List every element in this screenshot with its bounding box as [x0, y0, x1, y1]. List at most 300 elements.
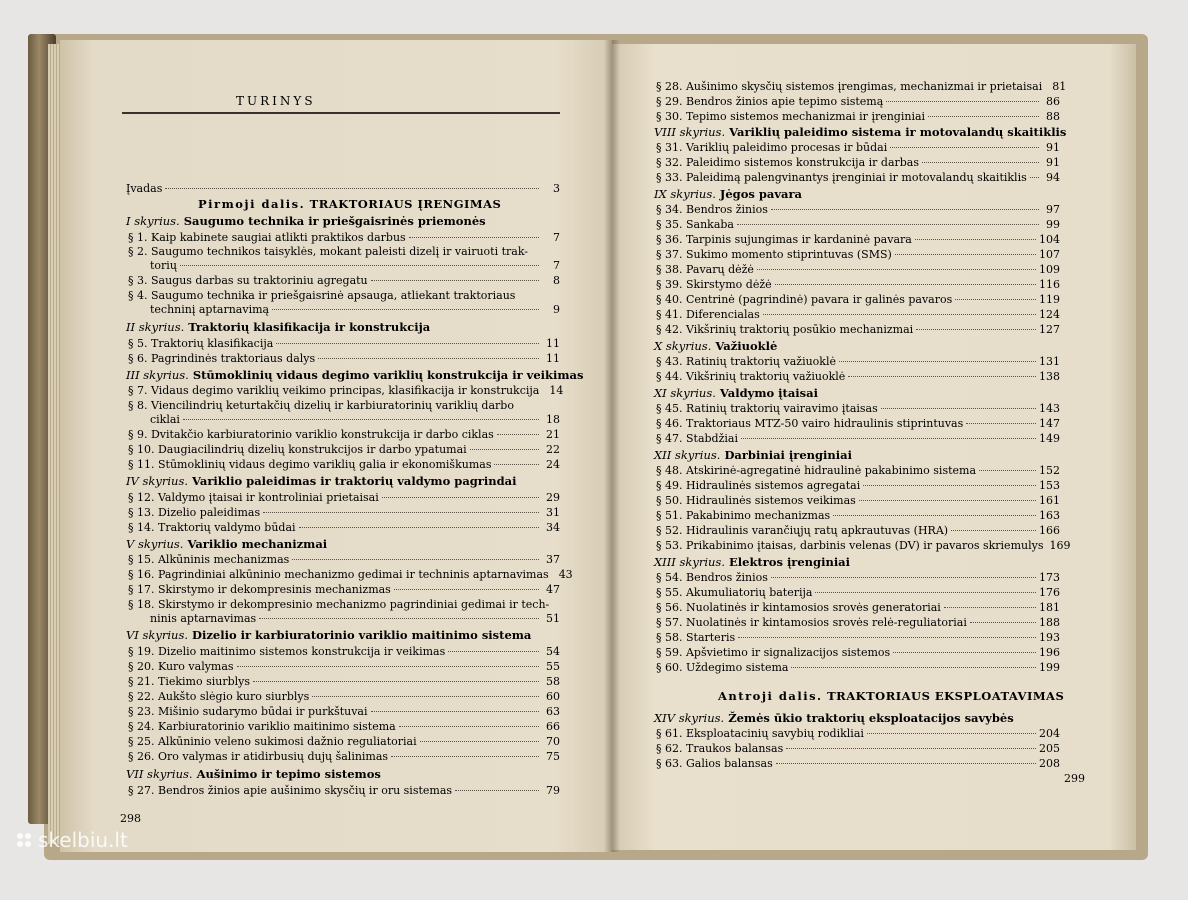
chapter-number: IV skyrius. [126, 474, 189, 488]
chapter-number: XII skyrius. [654, 448, 721, 462]
toc-entry-page: 188 [1039, 616, 1060, 629]
toc-entry [150, 413, 560, 427]
toc-entry-page: 94 [1046, 171, 1060, 184]
chapter-heading [126, 767, 381, 781]
leader-dots [848, 376, 1036, 377]
toc-entry-title: § 60. Uždegimo sistema [656, 661, 789, 674]
leader-dots [180, 265, 539, 266]
toc-entry-page: 31 [546, 506, 560, 519]
leader-dots [970, 622, 1036, 623]
toc-entry-title: § 12. Valdymo įtaisai ir kontroliniai prietaisai [128, 491, 379, 504]
toc-entry-page: 54 [546, 645, 560, 658]
toc-entry [656, 80, 1067, 94]
toc-entry-title: torių [150, 259, 177, 272]
leader-dots [165, 188, 539, 189]
leader-dots [915, 239, 1036, 240]
toc-entry-title: § 42. Vikšrinių traktorių posūkio mechanizmai [656, 323, 914, 336]
toc-entry-title: § 11. Stūmoklinių vidaus degimo variklių galia ir ekonomiškumas [128, 458, 492, 471]
part-heading [718, 689, 1064, 703]
leader-dots [979, 470, 1036, 471]
toc-entry [128, 660, 560, 674]
toc-entry-page: 81 [1052, 80, 1067, 93]
chapter-title: Valdymo įtaisai [719, 386, 818, 400]
toc-entry-title: § 63. Galios balansas [656, 757, 773, 770]
toc-entry-page: 22 [546, 443, 560, 456]
toc-entry-title: § 47. Stabdžiai [656, 432, 738, 445]
toc-entry-page: 163 [1039, 509, 1060, 522]
toc-entry-title: § 43. Ratinių traktorių važiuoklė [656, 355, 836, 368]
toc-entry [128, 231, 560, 245]
chapter-title: Variklių paleidimo sistema ir motovalandų skaitiklis [729, 125, 1067, 139]
toc-entry-page: 63 [546, 705, 560, 718]
toc-entry [656, 571, 1060, 585]
toc-entry-title: § 54. Bendros žinios [656, 571, 768, 584]
chapter-heading [654, 339, 777, 353]
toc-entry-title: § 61. Eksploatacinių savybių rodikliai [656, 727, 864, 740]
chapter-title: Traktorių klasifikacija ir konstrukcija [188, 320, 431, 334]
chapter-title: Saugumo technika ir priešgaisrinės priemonės [183, 214, 486, 228]
leader-dots [399, 726, 539, 727]
toc-entry [656, 646, 1060, 660]
chapter-heading [654, 386, 818, 400]
toc-entry-page: 11 [546, 352, 560, 365]
part-title: TRAKTORIAUS EKSPLOATAVIMAS [827, 689, 1065, 703]
chapter-number: X skyrius. [654, 339, 712, 353]
toc-entry [656, 727, 1060, 741]
chapter-number: VII skyrius. [126, 767, 193, 781]
leader-dots [470, 449, 539, 450]
chapter-title: Žemės ūkio traktorių eksploatacijos savybės [728, 711, 1014, 725]
toc-entry [128, 352, 560, 366]
leader-dots [916, 329, 1036, 330]
toc-entry-title: § 58. Starteris [656, 631, 736, 644]
toc-entry-page: 86 [1046, 95, 1060, 108]
toc-entry [150, 612, 560, 626]
toc-entry [128, 705, 560, 719]
part-heading [198, 197, 501, 211]
toc-entry [128, 521, 560, 535]
toc-entry [128, 274, 560, 288]
toc-entry-page: 24 [546, 458, 560, 471]
toc-entry-title: § 1. Kaip kabinete saugiai atlikti praktikos darbus [128, 231, 406, 244]
leader-dots [497, 434, 539, 435]
toc-entry-title: § 46. Traktoriaus MTZ-50 vairo hidraulinis stiprintuvas [656, 417, 964, 430]
toc-entry [128, 506, 560, 520]
toc-entry-title: § 17. Skirstymo ir dekompresinis mechanizmas [128, 583, 391, 596]
toc-entry-page: 8 [553, 274, 560, 287]
leader-dots [276, 343, 539, 344]
chapter-heading [654, 448, 852, 462]
leader-dots [867, 733, 1036, 734]
leader-dots [420, 741, 539, 742]
toc-entry-title: § 30. Tepimo sistemos mechanizmai ir įrenginiai [656, 110, 926, 123]
toc-entry-title: § 40. Centrinė (pagrindinė) pavara ir galinės pavaros [656, 293, 953, 306]
toc-entry-title: § 26. Oro valymas ir atidirbusių dujų šalinimas [128, 750, 389, 763]
toc-entry-page: 18 [546, 413, 560, 426]
toc-entry-page: 66 [546, 720, 560, 733]
leader-dots [895, 254, 1036, 255]
toc-entry-text: § 18. Skirstymo ir dekompresinio mechanizmo pagrindiniai gedimai ir tech- [128, 598, 550, 611]
toc-entry-title: § 36. Tarpinis sujungimas ir kardaninė pavara [656, 233, 912, 246]
toc-entry [656, 141, 1060, 155]
leader-dots [775, 284, 1036, 285]
toc-entry [656, 293, 1060, 307]
leader-dots [318, 358, 539, 359]
toc-entry [150, 303, 560, 317]
toc-entry [128, 675, 560, 689]
chapter-heading [126, 537, 327, 551]
toc-entry-page: 34 [546, 521, 560, 534]
toc-entry-title: § 37. Sukimo momento stiprintuvas (SMS) [656, 248, 892, 261]
book-gutter [604, 40, 620, 852]
toc-entry-title: § 24. Karbiuratorinio variklio maitinimo sistema [128, 720, 396, 733]
toc-entry [128, 735, 560, 749]
chapter-number: VIII skyrius. [654, 125, 726, 139]
toc-entry-title: ninis aptarnavimas [150, 612, 257, 625]
toc-entry-page: 161 [1039, 494, 1060, 507]
toc-entry-page: 204 [1039, 727, 1060, 740]
toc-entry [128, 491, 560, 505]
toc-entry-title: § 14. Traktorių valdymo būdai [128, 521, 296, 534]
toc-entry [656, 355, 1060, 369]
toc-entry-page: 47 [546, 583, 560, 596]
leader-dots [771, 577, 1036, 578]
toc-entry [656, 601, 1060, 615]
left-page-number: 298 [120, 812, 141, 825]
toc-entry [128, 553, 560, 567]
toc-entry [128, 690, 560, 704]
toc-entry-page: 116 [1039, 278, 1060, 291]
toc-entry-title: ciklai [150, 413, 180, 426]
right-page-number: 299 [1064, 772, 1085, 785]
leader-dots [757, 269, 1036, 270]
watermark-text: skelbiu.lt [38, 828, 128, 852]
toc-entry-page: 166 [1039, 524, 1060, 537]
toc-entry-page: 193 [1039, 631, 1060, 644]
chapter-title: Jėgos pavara [719, 187, 803, 201]
toc-entry [656, 586, 1060, 600]
leader-dots [299, 527, 539, 528]
toc-entry-title: § 38. Pavarų dėžė [656, 263, 754, 276]
toc-entry-page: 7 [553, 231, 560, 244]
part-number: Pirmoji dalis. [198, 197, 306, 211]
chapter-heading [654, 187, 802, 201]
toc-entry [656, 218, 1060, 232]
chapter-title: Aušinimo ir tepimo sistemos [196, 767, 381, 781]
toc-entry-page: 29 [546, 491, 560, 504]
toc-entry-page: 21 [546, 428, 560, 441]
toc-entry-title: § 41. Diferencialas [656, 308, 760, 321]
toc-entry-page: 7 [553, 259, 560, 272]
leader-dots [833, 515, 1036, 516]
toc-entry-page: 3 [553, 182, 560, 195]
toc-entry [656, 308, 1060, 322]
leader-dots [741, 438, 1036, 439]
leader-dots [890, 147, 1039, 148]
toc-entry-title: § 50. Hidraulinės sistemos veikimas [656, 494, 856, 507]
chapter-title: Stūmoklinių vidaus degimo variklių konstrukcija ir veikimas [192, 368, 584, 382]
chapter-number: IX skyrius. [654, 187, 716, 201]
leader-dots [394, 589, 539, 590]
chapter-number: XIII skyrius. [654, 555, 725, 569]
chapter-heading [126, 474, 516, 488]
toc-entry-title: § 55. Akumuliatorių baterija [656, 586, 813, 599]
leader-dots [763, 314, 1036, 315]
toc-entry-title: § 15. Alkūninis mechanizmas [128, 553, 290, 566]
toc-entry-title: § 3. Saugus darbas su traktoriniu agregatu [128, 274, 368, 287]
toc-entry-page: 131 [1039, 355, 1060, 368]
toc-entry-page: 149 [1039, 432, 1060, 445]
toc-entry-title: § 7. Vidaus degimo variklių veikimo principas, klasifikacija ir konstrukcija [128, 384, 540, 397]
toc-entry-title: § 34. Bendros žinios [656, 203, 768, 216]
leader-dots [791, 667, 1036, 668]
leader-dots [951, 530, 1036, 531]
title-rule [122, 112, 560, 114]
chapter-title: Variklio paleidimas ir traktorių valdymo pagrindai [192, 474, 517, 488]
toc-entry-title: § 5. Traktorių klasifikacija [128, 337, 274, 350]
leader-dots [371, 711, 539, 712]
toc-entry-title: § 32. Paleidimo sistemos konstrukcija ir darbas [656, 156, 920, 169]
toc-entry-page: 88 [1046, 110, 1060, 123]
leader-dots [1030, 177, 1039, 178]
toc-entry-page: 107 [1039, 248, 1060, 261]
toc-entry-title: § 25. Alkūninio veleno sukimosi dažnio reguliatoriai [128, 735, 417, 748]
toc-entry-page: 169 [1049, 539, 1071, 552]
toc-entry [656, 417, 1060, 431]
toc-entry-title: § 39. Skirstymo dėžė [656, 278, 772, 291]
toc-entry-page: 58 [546, 675, 560, 688]
toc-title: TURINYS [236, 94, 316, 108]
toc-entry [656, 278, 1060, 292]
leader-dots [776, 763, 1036, 764]
toc-entry-title: techninį aptarnavimą [150, 303, 270, 316]
leader-dots [409, 237, 539, 238]
leader-dots [786, 748, 1036, 749]
toc-entry [128, 645, 560, 659]
toc-entry-page: 124 [1039, 308, 1060, 321]
toc-entry-title: § 45. Ratinių traktorių vairavimo įtaisas [656, 402, 878, 415]
chapter-title: Dizelio ir karbiuratorinio variklio maitinimo sistema [192, 628, 532, 642]
chapter-title: Važiuoklė [715, 339, 778, 353]
toc-entry-page: 43 [558, 568, 573, 581]
toc-entry-text: § 8. Viencilindrių keturtakčių dizelių ir karbiuratorinių variklių darbo [128, 399, 514, 412]
toc-entry-page: 14 [549, 384, 564, 397]
toc-entry-page: 11 [546, 337, 560, 350]
toc-entry-page: 138 [1039, 370, 1060, 383]
toc-entry-title: § 20. Kuro valymas [128, 660, 234, 673]
toc-entry-page: 153 [1039, 479, 1060, 492]
toc-entry-page: 127 [1039, 323, 1060, 336]
toc-entry-title: § 22. Aukšto slėgio kuro siurblys [128, 690, 310, 703]
toc-entry-title: § 28. Aušinimo skysčių sistemos įrengimas, mechanizmai ir prietaisai [656, 80, 1043, 93]
chapter-number: V skyrius. [126, 537, 184, 551]
toc-entry [126, 182, 560, 196]
leader-dots [771, 209, 1039, 210]
leader-dots [893, 652, 1036, 653]
toc-entry-title: § 57. Nuolatinės ir kintamosios srovės relė-reguliatoriai [656, 616, 967, 629]
toc-entry-title: § 27. Bendros žinios apie aušinimo skysčių ir oru sistemas [128, 784, 453, 797]
chapter-heading [654, 711, 1014, 725]
toc-entry-title: § 33. Paleidimą palengvinantys įrenginiai ir motovalandų skaitiklis [656, 171, 1027, 184]
toc-entry-page: 97 [1046, 203, 1060, 216]
toc-entry-text: § 4. Saugumo technika ir priešgaisrinė apsauga, atliekant traktoriaus [128, 289, 516, 302]
toc-entry-title: Įvadas [126, 182, 163, 195]
watermark-logo-icon [14, 830, 34, 850]
chapter-title: Darbiniai įrenginiai [724, 448, 852, 462]
toc-entry-page: 176 [1039, 586, 1060, 599]
leader-dots [738, 637, 1036, 638]
toc-entry [128, 337, 560, 351]
toc-entry-title: § 56. Nuolatinės ir kintamosios srovės generatoriai [656, 601, 941, 614]
toc-entry [656, 616, 1060, 630]
toc-entry [656, 631, 1060, 645]
toc-entry-title: § 62. Traukos balansas [656, 742, 784, 755]
toc-entry [656, 539, 1071, 553]
toc-entry [656, 509, 1060, 523]
chapter-heading [126, 368, 583, 382]
toc-entry [656, 370, 1060, 384]
toc-entry-page: 55 [546, 660, 560, 673]
leader-dots [881, 408, 1036, 409]
chapter-number: XIV skyrius. [654, 711, 725, 725]
chapter-title: Elektros įrenginiai [729, 555, 851, 569]
chapter-title: Variklio mechanizmai [187, 537, 328, 551]
toc-entry [128, 428, 560, 442]
leader-dots [928, 116, 1039, 117]
leader-dots [371, 280, 539, 281]
toc-entry-title: § 9. Dvitakčio karbiuratorinio variklio konstrukcija ir darbo ciklas [128, 428, 494, 441]
toc-entry-page: 37 [546, 553, 560, 566]
toc-entry [656, 742, 1060, 756]
toc-entry-page: 208 [1039, 757, 1060, 770]
toc-entry-page: 51 [546, 612, 560, 625]
toc-entry-page: 91 [1046, 156, 1060, 169]
toc-entry [128, 583, 560, 597]
toc-entry-title: § 6. Pagrindinės traktoriaus dalys [128, 352, 316, 365]
toc-entry-title: § 44. Vikšrinių traktorių važiuoklė [656, 370, 846, 383]
chapter-number: XI skyrius. [654, 386, 716, 400]
toc-entry [656, 661, 1060, 675]
toc-entry [656, 402, 1060, 416]
toc-entry [656, 524, 1060, 538]
toc-entry [656, 479, 1060, 493]
toc-entry-page: 181 [1039, 601, 1060, 614]
leader-dots [253, 681, 539, 682]
toc-entry [656, 263, 1060, 277]
chapter-heading [126, 320, 430, 334]
leader-dots [944, 607, 1036, 608]
toc-entry [128, 458, 560, 472]
leader-dots [922, 162, 1039, 163]
toc-entry-title: § 29. Bendros žinios apie tepimo sistemą [656, 95, 884, 108]
leader-dots [737, 224, 1039, 225]
toc-entry-title: § 31. Variklių paleidimo procesas ir būdai [656, 141, 888, 154]
toc-entry-page: 75 [546, 750, 560, 763]
toc-entry [128, 720, 560, 734]
toc-entry-page: 91 [1046, 141, 1060, 154]
chapter-heading [654, 125, 1066, 139]
leader-dots [839, 361, 1036, 362]
toc-entry-title: § 13. Dizelio paleidimas [128, 506, 261, 519]
toc-entry [656, 110, 1060, 124]
toc-entry-title: § 23. Mišinio sudarymo būdai ir purkštuvai [128, 705, 368, 718]
toc-entry-title: § 59. Apšvietimo ir signalizacijos sistemos [656, 646, 891, 659]
toc-entry [656, 494, 1060, 508]
chapter-number: I skyrius. [126, 214, 180, 228]
toc-entry-page: 60 [546, 690, 560, 703]
toc-entry-page: 119 [1039, 293, 1060, 306]
chapter-number: III skyrius. [126, 368, 189, 382]
toc-entry-page: 70 [546, 735, 560, 748]
leader-dots [272, 309, 539, 310]
toc-entry [656, 171, 1060, 185]
leader-dots [815, 592, 1036, 593]
part-title: TRAKTORIAUS ĮRENGIMAS [309, 197, 502, 211]
toc-entry-page: 109 [1039, 263, 1060, 276]
toc-entry-page: 199 [1039, 661, 1060, 674]
leader-dots [382, 497, 539, 498]
toc-entry-page: 104 [1039, 233, 1060, 246]
leader-dots [966, 423, 1036, 424]
chapter-heading [126, 628, 531, 642]
watermark [14, 828, 128, 852]
toc-entry-page: 147 [1039, 417, 1060, 430]
leader-dots [955, 299, 1036, 300]
leader-dots [312, 696, 539, 697]
leader-dots [448, 651, 539, 652]
toc-entry [150, 259, 560, 273]
toc-entry [656, 464, 1060, 478]
toc-entry [656, 323, 1060, 337]
toc-entry-page: 143 [1039, 402, 1060, 415]
leader-dots [391, 756, 539, 757]
toc-entry-page: 79 [546, 784, 560, 797]
chapter-heading [654, 555, 850, 569]
toc-entry [128, 750, 560, 764]
leader-dots [259, 618, 539, 619]
toc-entry-page: 205 [1039, 742, 1060, 755]
leader-dots [183, 419, 539, 420]
leader-dots [494, 464, 539, 465]
toc-entry [656, 233, 1060, 247]
toc-entry-title: § 19. Dizelio maitinimo sistemos konstrukcija ir veikimas [128, 645, 446, 658]
leader-dots [886, 101, 1039, 102]
toc-entry-page: 99 [1046, 218, 1060, 231]
toc-entry [128, 443, 560, 457]
toc-entry [656, 95, 1060, 109]
toc-entry-title: § 51. Pakabinimo mechanizmas [656, 509, 831, 522]
toc-entry-title: § 35. Sankaba [656, 218, 734, 231]
toc-entry-title: § 16. Pagrindiniai alkūninio mechanizmo gedimai ir techninis aptarnavimas [128, 568, 549, 581]
chapter-number: VI skyrius. [126, 628, 189, 642]
toc-entry-text: § 2. Saugumo technikos taisyklės, mokant paleisti dizelį ir vairuoti trak- [128, 245, 529, 258]
toc-entry [128, 784, 560, 798]
toc-entry-title: § 49. Hidraulinės sistemos agregatai [656, 479, 861, 492]
leader-dots [292, 559, 539, 560]
toc-entry [656, 432, 1060, 446]
toc-entry-title: § 10. Daugiacilindrių dizelių konstrukcijos ir darbo ypatumai [128, 443, 467, 456]
chapter-heading [126, 214, 486, 228]
toc-entry [128, 384, 564, 398]
leader-dots [237, 666, 539, 667]
toc-entry [656, 203, 1060, 217]
toc-entry [128, 568, 573, 582]
toc-entry-title: § 48. Atskirinė-agregatinė hidraulinė pakabinimo sistema [656, 464, 977, 477]
leader-dots [263, 512, 539, 513]
part-number: Antroji dalis. [718, 689, 823, 703]
toc-entry [656, 757, 1060, 771]
toc-entry-page: 9 [553, 303, 560, 316]
